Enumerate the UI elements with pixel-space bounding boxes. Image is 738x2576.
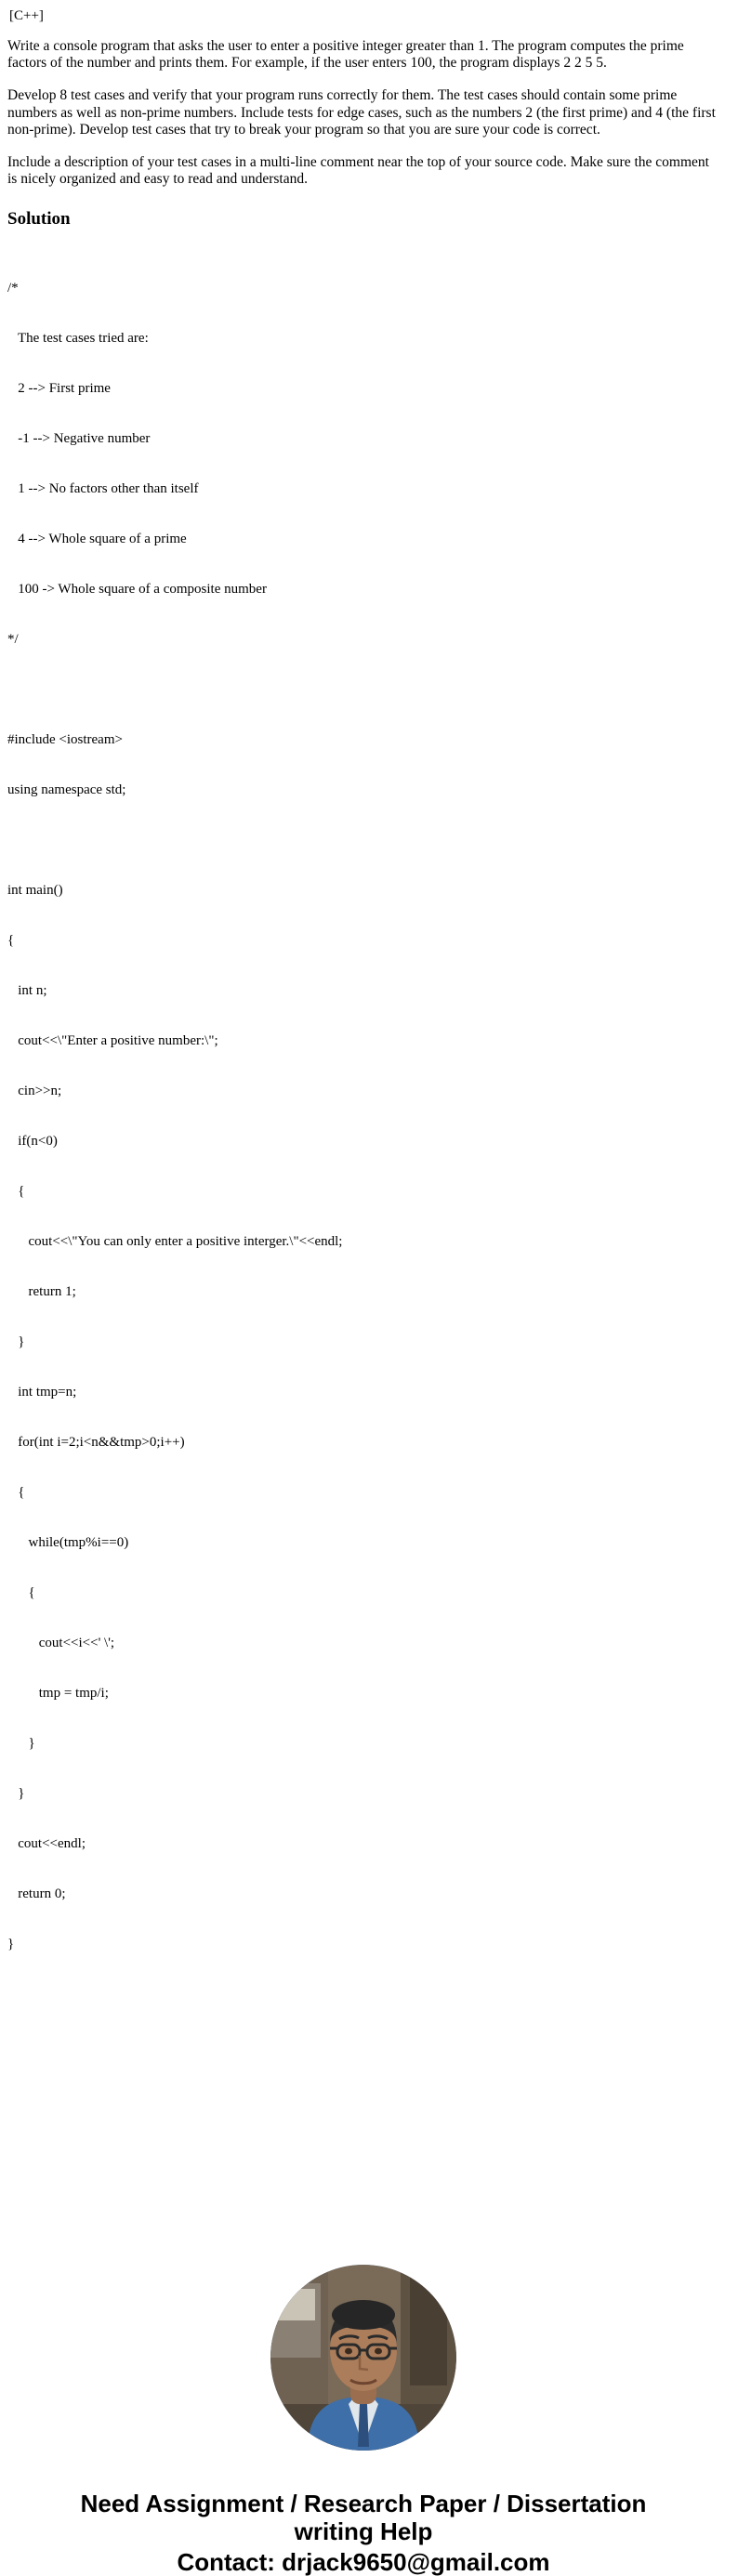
code-line: using namespace std;	[7, 782, 126, 797]
code-line: int main()	[7, 882, 63, 898]
code-line: while(tmp%i==0)	[7, 1534, 129, 1550]
problem-paragraph-3: Include a description of your test cases in a multi-line comment near the top of your source code. Make sure the comment is nicely organized and easy to read and understand.	[7, 153, 709, 188]
code-line: {	[7, 1584, 35, 1600]
code-line: {	[7, 1484, 25, 1500]
code-line: 4 --> Whole square of a prime	[7, 531, 187, 546]
footer-promo	[7, 2490, 719, 2576]
code-line: /*	[7, 280, 19, 296]
code-line: }	[7, 1334, 25, 1349]
code-line: int n;	[7, 982, 47, 998]
code-line: }	[7, 1936, 15, 1952]
code-line: */	[7, 631, 19, 647]
code-line: if(n<0)	[7, 1133, 58, 1149]
avatar-container	[7, 2265, 719, 2451]
code-line: int tmp=n;	[7, 1384, 77, 1400]
footer-contact: Contact: drjack9650@gmail.com	[177, 2547, 550, 2576]
code-line: cin>>n;	[7, 1083, 62, 1098]
code-line: cout<<\"You can only enter a positive interger.\"<<endl;	[7, 1233, 343, 1249]
code-line: cout<<i<<' \';	[7, 1635, 115, 1650]
code-line: 1 --> No factors other than itself	[7, 480, 199, 496]
code-blank-line	[7, 681, 719, 698]
language-tag: [C++]	[9, 8, 44, 23]
problem-paragraph-2: Develop 8 test cases and verify that your program runs correctly for them. The test cases should contain some prime numbers as well as non-prime numbers. Include tests for edge cases, such as the numbers 2 (the first prime) and 4 (the first non-prime). Develop test cases that try to break your program so that you are sure your code is correct.	[7, 86, 716, 138]
code-line: 2 --> First prime	[7, 380, 111, 396]
code-line: tmp = tmp/i;	[7, 1685, 109, 1701]
code-line: }	[7, 1735, 35, 1751]
code-line: return 0;	[7, 1886, 66, 1901]
code-line: {	[7, 1183, 25, 1199]
source-code-block	[7, 246, 719, 1986]
problem-paragraph-1: Write a console program that asks the user to enter a positive integer greater than 1. The program computes the prime factors of the number and prints them. For example, if the user enters 100, the program displays 2 2 5 5.	[7, 37, 684, 72]
code-line: cout<<\"Enter a positive number:\";	[7, 1032, 218, 1048]
avatar-photo	[270, 2265, 456, 2451]
footer-line-1: Need Assignment / Research Paper / Dissertation	[80, 2489, 647, 2517]
code-line: return 1;	[7, 1283, 76, 1299]
code-line: cout<<endl;	[7, 1835, 86, 1851]
code-line: for(int i=2;i<n&&tmp>0;i++)	[7, 1434, 185, 1450]
code-line: }	[7, 1785, 25, 1801]
avatar	[270, 2265, 456, 2451]
solution-heading: Solution	[7, 208, 71, 229]
code-line: #include <iostream>	[7, 731, 123, 747]
code-line: -1 --> Negative number	[7, 430, 151, 446]
code-blank-line	[7, 832, 719, 848]
code-line: {	[7, 932, 15, 948]
footer-line-2: writing Help	[294, 2517, 433, 2546]
code-line: 100 -> Whole square of a composite number	[7, 581, 267, 597]
code-line: The test cases tried are:	[7, 330, 149, 346]
